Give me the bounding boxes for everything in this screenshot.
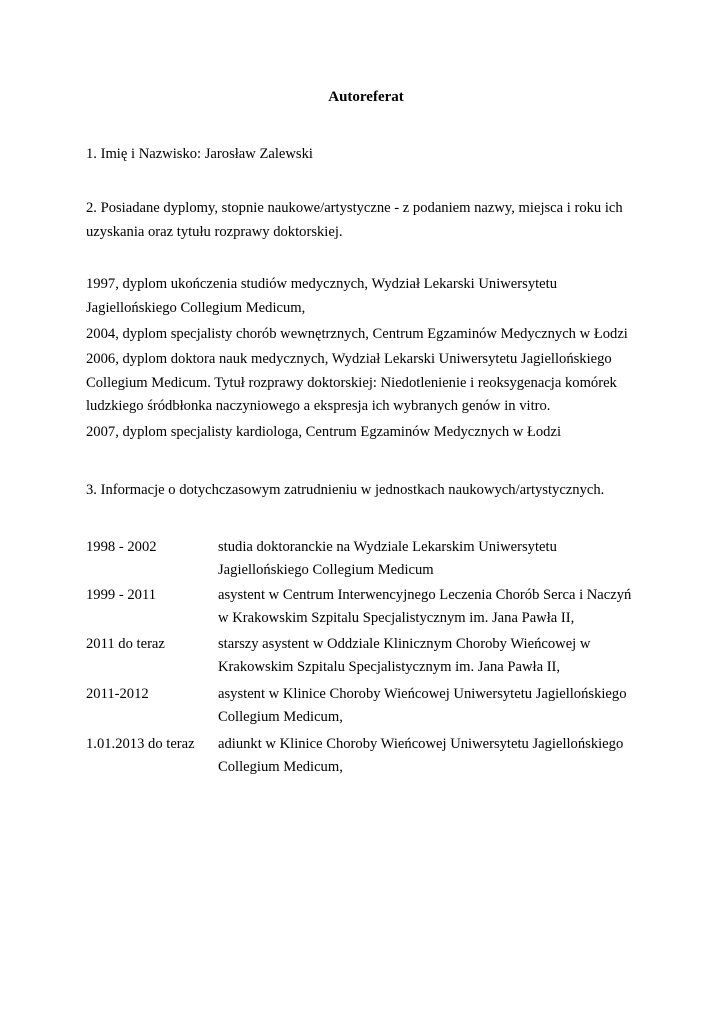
diploma-line: ludzkiego śródbłonka naczyniowego a ekspresja ich wybranych genów in vitro. [86, 398, 551, 414]
employment-period: 1.01.2013 do teraz [86, 736, 195, 752]
section1-name: 1. Imię i Nazwisko: Jarosław Zalewski [86, 146, 313, 162]
diploma-line: Collegium Medicum. Tytuł rozprawy doktorskiej: Niedotlenienie i reoksygenacja komórek [86, 374, 617, 391]
employment-line: studia doktoranckie na Wydziale Lekarskim Uniwersytetu [218, 539, 557, 555]
diploma-line: 1997, dyplom ukończenia studiów medycznych, Wydział Lekarski Uniwersytetu [86, 276, 558, 292]
diploma-item [86, 323, 646, 347]
employment-line: Collegium Medicum, [218, 709, 343, 725]
employment-description [218, 584, 646, 630]
employment-period: 2011-2012 [86, 686, 149, 702]
employment-line: asystent w Centrum Interwencyjnego Leczenia Chorób Serca i Naczyń [218, 587, 632, 603]
employment-line: starszy asystent w Oddziale Klinicznym Choroby Wieńcowej w [218, 636, 591, 652]
diploma-item [86, 348, 646, 419]
diploma-line: Jagiellońskiego Collegium Medicum, [86, 299, 306, 316]
employment-line: asystent w Klinice Choroby Wieńcowej Uniwersytetu Jagiellońskiego [218, 686, 627, 702]
employment-description [218, 733, 646, 779]
employment-period: 1998 - 2002 [86, 539, 157, 555]
diploma-item [86, 421, 646, 445]
employment-line: Krakowskim Szpitalu Specjalistycznym im. Jana Pawła II, [218, 659, 561, 675]
employment-description [218, 683, 646, 729]
document-title: Autoreferat [328, 89, 404, 105]
diploma-line: 2004, dyplom specjalisty chorób wewnętrznych, Centrum Egzaminów Medycznych w Łodzi [86, 326, 628, 342]
employment-line: adiunkt w Klinice Choroby Wieńcowej Uniwersytetu Jagiellońskiego [218, 736, 624, 752]
section2-heading [86, 197, 646, 244]
section3-heading: 3. Informacje o dotychczasowym zatrudnieniu w jednostkach naukowych/artystycznych. [86, 482, 605, 498]
employment-period: 1999 - 2011 [86, 587, 156, 603]
employment-period: 2011 do teraz [86, 636, 165, 652]
employment-line: w Krakowskim Szpitalu Specjalistycznym im. Jana Pawła II, [218, 610, 575, 626]
section2-heading-line: uzyskania oraz tytułu rozprawy doktorskiej. [86, 223, 343, 240]
diploma-line: 2006, dyplom doktora nauk medycznych, Wydział Lekarski Uniwersytetu Jagiellońskiego [86, 351, 612, 367]
employment-line: Collegium Medicum, [218, 759, 343, 775]
diploma-item [86, 273, 646, 320]
section2-heading-line: 2. Posiadane dyplomy, stopnie naukowe/artystyczne - z podaniem nazwy, miejsca i roku ich [86, 200, 623, 216]
diploma-line: 2007, dyplom specjalisty kardiologa, Centrum Egzaminów Medycznych w Łodzi [86, 424, 562, 440]
employment-description [218, 536, 646, 582]
employment-line: Jagiellońskiego Collegium Medicum [218, 562, 434, 578]
employment-description [218, 633, 646, 679]
